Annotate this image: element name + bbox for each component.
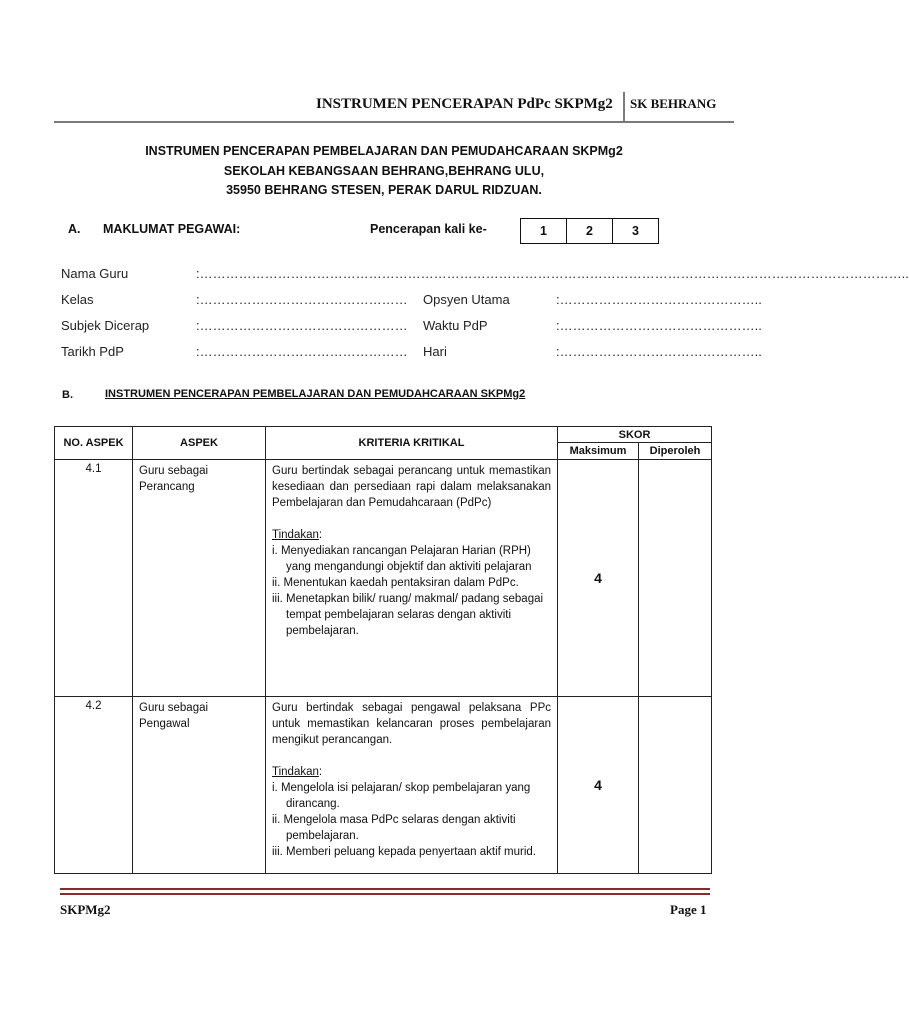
title-line-3: 35950 BEHRANG STESEN, PERAK DARUL RIDZUAN. — [226, 183, 542, 197]
tarikh-label: Tarikh PdP — [61, 344, 124, 359]
table-row — [55, 460, 712, 697]
tarikh-field[interactable]: :………………………………………… — [196, 344, 408, 359]
kelas-field[interactable]: :………………………………………… — [196, 292, 408, 307]
section-a-letter: A. — [68, 222, 81, 236]
kali-option-3[interactable]: 3 — [613, 219, 659, 244]
header-kriteria: KRITERIA KRITIKAL — [266, 427, 558, 460]
row-aspek: Guru sebagai Perancang — [133, 460, 266, 697]
hari-label: Hari — [423, 344, 447, 359]
action-item: i. Mengelola isi pelajaran/ skop pembelajaran yang dirancang. — [272, 782, 531, 810]
header-rule — [54, 121, 734, 123]
action-item: iii. Menetapkan bilik/ ruang/ makmal/ padang sebagai tempat pembelajaran selaras dengan aktiviti pembelajaran. — [272, 593, 544, 637]
header-diperoleh: Diperoleh — [639, 443, 712, 460]
nama-guru-field[interactable]: :……………………………………………………………………………………………………………………………………………….. — [196, 266, 909, 281]
row-no: 4.2 — [55, 697, 133, 874]
tindakan-heading: Tindakan: — [272, 766, 323, 778]
footer-doc-code: SKPMg2 — [60, 902, 111, 917]
header-school-name: SK BEHRANG — [630, 96, 717, 111]
footer-page-number: Page 1 — [670, 902, 707, 917]
header-title: INSTRUMEN PENCERAPAN PdPc SKPMg2 — [316, 96, 613, 112]
kelas-label: Kelas — [61, 292, 94, 307]
nama-guru-label: Nama Guru — [61, 266, 129, 281]
kriteria-description: Guru bertindak sebagai perancang untuk memastikan kesediaan dan persediaan rapi dalam melaksanakan Pembelajaran dan Pemudahcaraan (PdPc) — [272, 465, 551, 509]
row-maksimum: 4 — [558, 460, 639, 697]
title-line-1: INSTRUMEN PENCERAPAN PEMBELAJARAN DAN PEMUDAHCARAAN SKPMg2 — [145, 144, 623, 158]
section-a-title: MAKLUMAT PEGAWAI: — [103, 222, 241, 236]
footer-rule-top — [60, 888, 710, 890]
opsyen-label: Opsyen Utama — [423, 292, 510, 307]
header-no-aspek: NO. ASPEK — [55, 427, 133, 460]
action-item: ii. Mengelola masa PdPc selaras dengan aktiviti pembelajaran. — [272, 814, 516, 842]
header-maksimum: Maksimum — [558, 443, 639, 460]
action-item: i. Menyediakan rancangan Pelajaran Harian (RPH) yang mengandungi objektif dan aktiviti pelajaran — [272, 545, 532, 573]
subjek-field[interactable]: :………………………………………… — [196, 318, 408, 333]
action-item: ii. Menentukan kaedah pentaksiran dalam PdPc. — [272, 577, 519, 589]
subjek-label: Subjek Dicerap — [61, 318, 150, 333]
row-kriteria — [266, 460, 558, 697]
table-header-row — [55, 427, 712, 443]
kali-option-1[interactable]: 1 — [521, 219, 567, 244]
instrument-table — [54, 426, 712, 874]
opsyen-field[interactable]: :……………………………………….. — [556, 292, 762, 307]
tindakan-heading: Tindakan: — [272, 529, 323, 541]
section-b-letter: B. — [62, 389, 73, 401]
row-aspek: Guru sebagai Pengawal — [133, 697, 266, 874]
document-title — [0, 142, 768, 201]
row-kriteria — [266, 697, 558, 874]
waktu-label: Waktu PdP — [423, 318, 488, 333]
row-diperoleh-input[interactable] — [639, 697, 712, 874]
row-maksimum: 4 — [558, 697, 639, 874]
footer-rule-bottom — [60, 893, 710, 895]
title-line-2: SEKOLAH KEBANGSAAN BEHRANG,BEHRANG ULU, — [223, 163, 545, 178]
action-item: iii. Memberi peluang kepada penyertaan aktif murid. — [272, 846, 537, 858]
row-diperoleh-input[interactable] — [639, 460, 712, 697]
kriteria-description: Guru bertindak sebagai pengawal pelaksana PPc untuk memastikan kelancaran proses pembelajaran mengikut perancangan. — [272, 702, 551, 746]
header-aspek: ASPEK — [133, 427, 266, 460]
pencerapan-kali-table — [520, 218, 659, 244]
pencerapan-label: Pencerapan kali ke- — [370, 222, 487, 236]
section-b-title: INSTRUMEN PENCERAPAN PEMBELAJARAN DAN PEMUDAHCARAAN SKPMg2 — [105, 388, 526, 400]
table-row — [55, 697, 712, 874]
header-divider — [623, 92, 625, 122]
waktu-field[interactable]: :……………………………………….. — [556, 318, 762, 333]
row-no: 4.1 — [55, 460, 133, 697]
kali-option-2[interactable]: 2 — [567, 219, 613, 244]
header-skor: SKOR — [558, 427, 712, 443]
hari-field[interactable]: :……………………………………….. — [556, 344, 762, 359]
